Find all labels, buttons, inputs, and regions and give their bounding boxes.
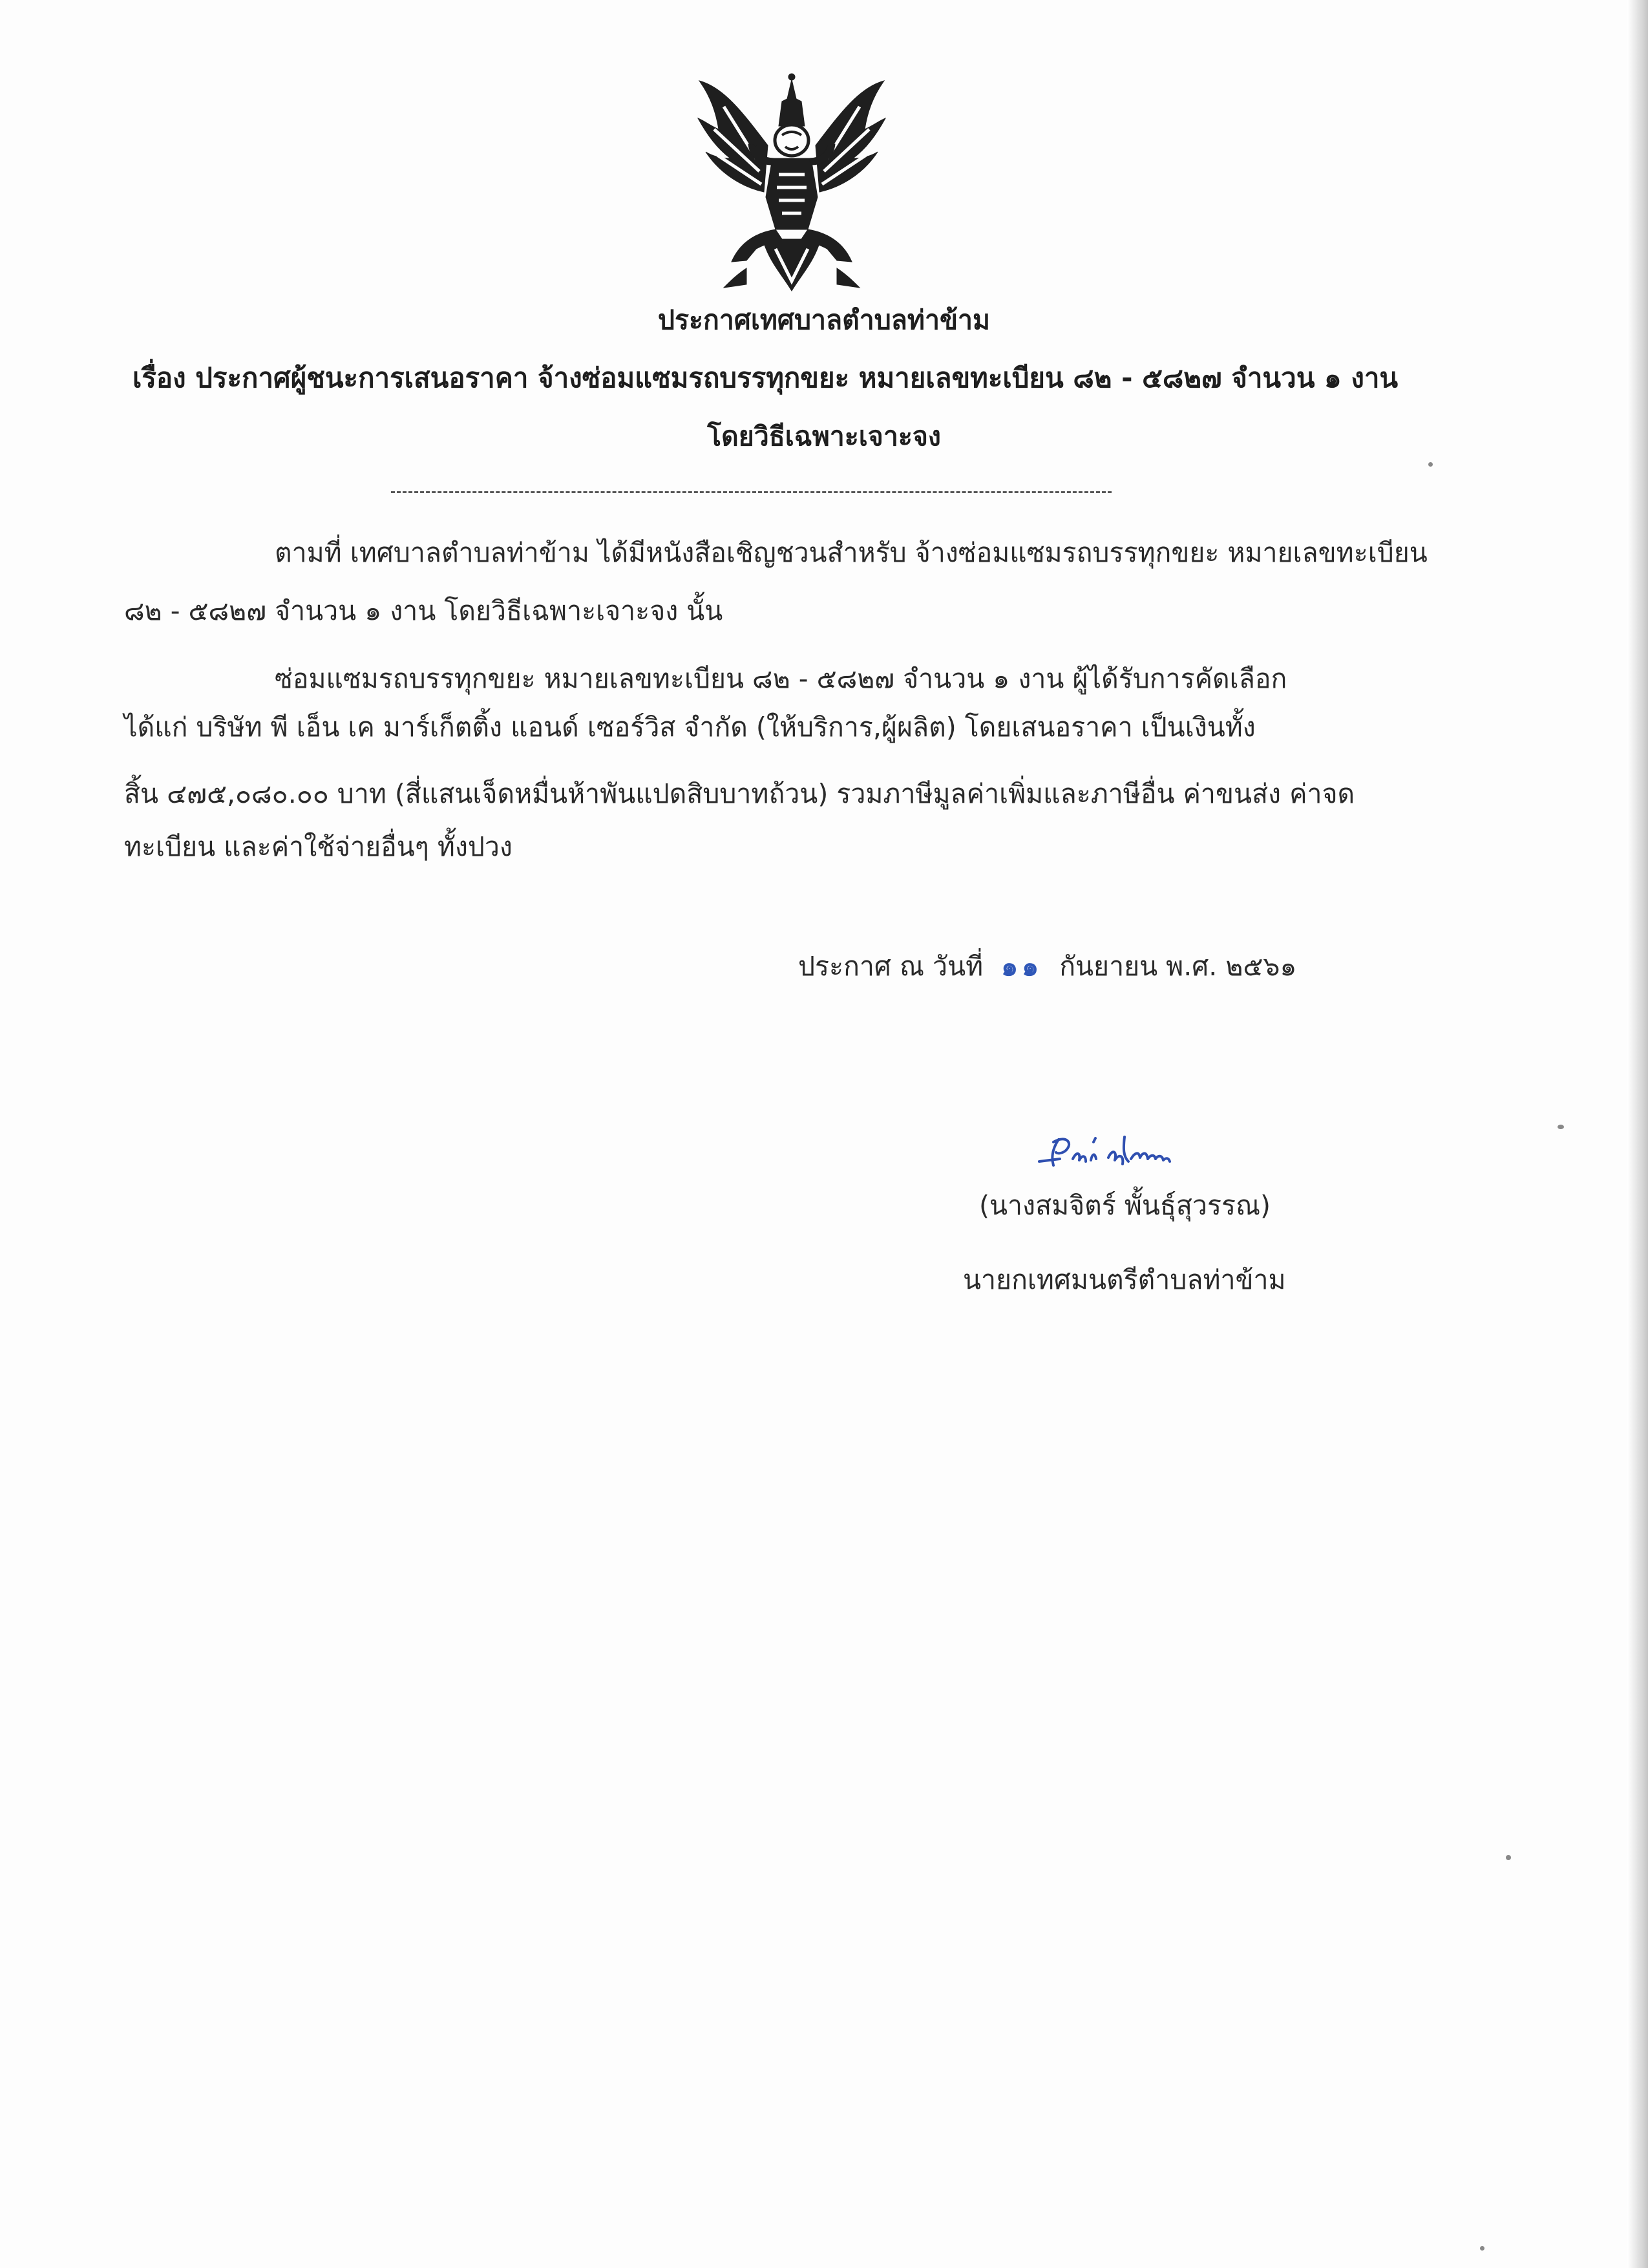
paragraph-1-line-2: ๘๒ - ๕๘๒๗ จำนวน ๑ งาน โดยวิธีเฉพาะเจาะจง นั้น bbox=[124, 595, 723, 626]
date-prefix: ประกาศ ณ วันที่ bbox=[798, 951, 984, 982]
paragraph-1-line-1: ตามที่ เทศบาลตำบลท่าข้าม ได้มีหนังสือเชิญชวนสำหรับ จ้างซ่อมแซมรถบรรทุกขยะ หมายเลขทะเบียน bbox=[275, 537, 1428, 568]
announcement-date bbox=[798, 947, 1296, 986]
date-day: ๑๑ bbox=[1001, 951, 1043, 982]
scan-speck bbox=[1506, 1855, 1511, 1860]
subject-line-method: โดยวิธีเฉพาะเจาะจง bbox=[707, 421, 941, 452]
signer-position: นายกเทศมนตรีตำบลท่าข้าม bbox=[963, 1264, 1286, 1295]
paragraph-2-line-4: ทะเบียน และค่าใช้จ่ายอื่นๆ ทั้งปวง bbox=[124, 831, 512, 862]
paragraph-2-line-1: ซ่อมแซมรถบรรทุกขยะ หมายเลขทะเบียน ๘๒ - ๕๘๒๗ จำนวน ๑ งาน ผู้ได้รับการคัดเลือก bbox=[275, 663, 1287, 694]
header-divider bbox=[391, 491, 1112, 493]
garuda-emblem-icon bbox=[685, 68, 898, 294]
scan-edge-shadow bbox=[1627, 0, 1648, 2268]
handwritten-signature bbox=[1034, 1128, 1228, 1176]
signer-name: (นางสมจิตร์ พั้นธุ์สุวรรณ) bbox=[979, 1190, 1271, 1221]
scan-speck bbox=[1480, 2246, 1484, 2251]
subject-line: เรื่อง ประกาศผู้ชนะการเสนอราคา จ้างซ่อมแซมรถบรรทุกขยะ หมายเลขทะเบียน ๘๒ - ๕๘๒๗ จำนวน ๑ งาน bbox=[132, 362, 1399, 394]
scan-speck bbox=[1428, 462, 1433, 467]
date-month-year: กันยายน พ.ศ. ๒๕๖๑ bbox=[1059, 951, 1297, 982]
document-title: ประกาศเทศบาลตำบลท่าข้าม bbox=[657, 304, 991, 335]
scan-speck bbox=[1558, 1125, 1564, 1129]
paragraph-2-line-3: สิ้น ๔๗๕,๐๘๐.๐๐ บาท (สี่แสนเจ็ดหมื่นห้าพันแปดสิบบาทถ้วน) รวมภาษีมูลค่าเพิ่มและภาษีอื่น ค่าขนส่ง ค่าจด bbox=[124, 778, 1355, 809]
paragraph-2-line-2: ได้แก่ บริษัท พี เอ็น เค มาร์เก็ตติ้ง แอนด์ เซอร์วิส จำกัด (ให้บริการ,ผู้ผลิต) โดยเสนอราคา เป็นเงินทั้ง bbox=[124, 712, 1256, 743]
